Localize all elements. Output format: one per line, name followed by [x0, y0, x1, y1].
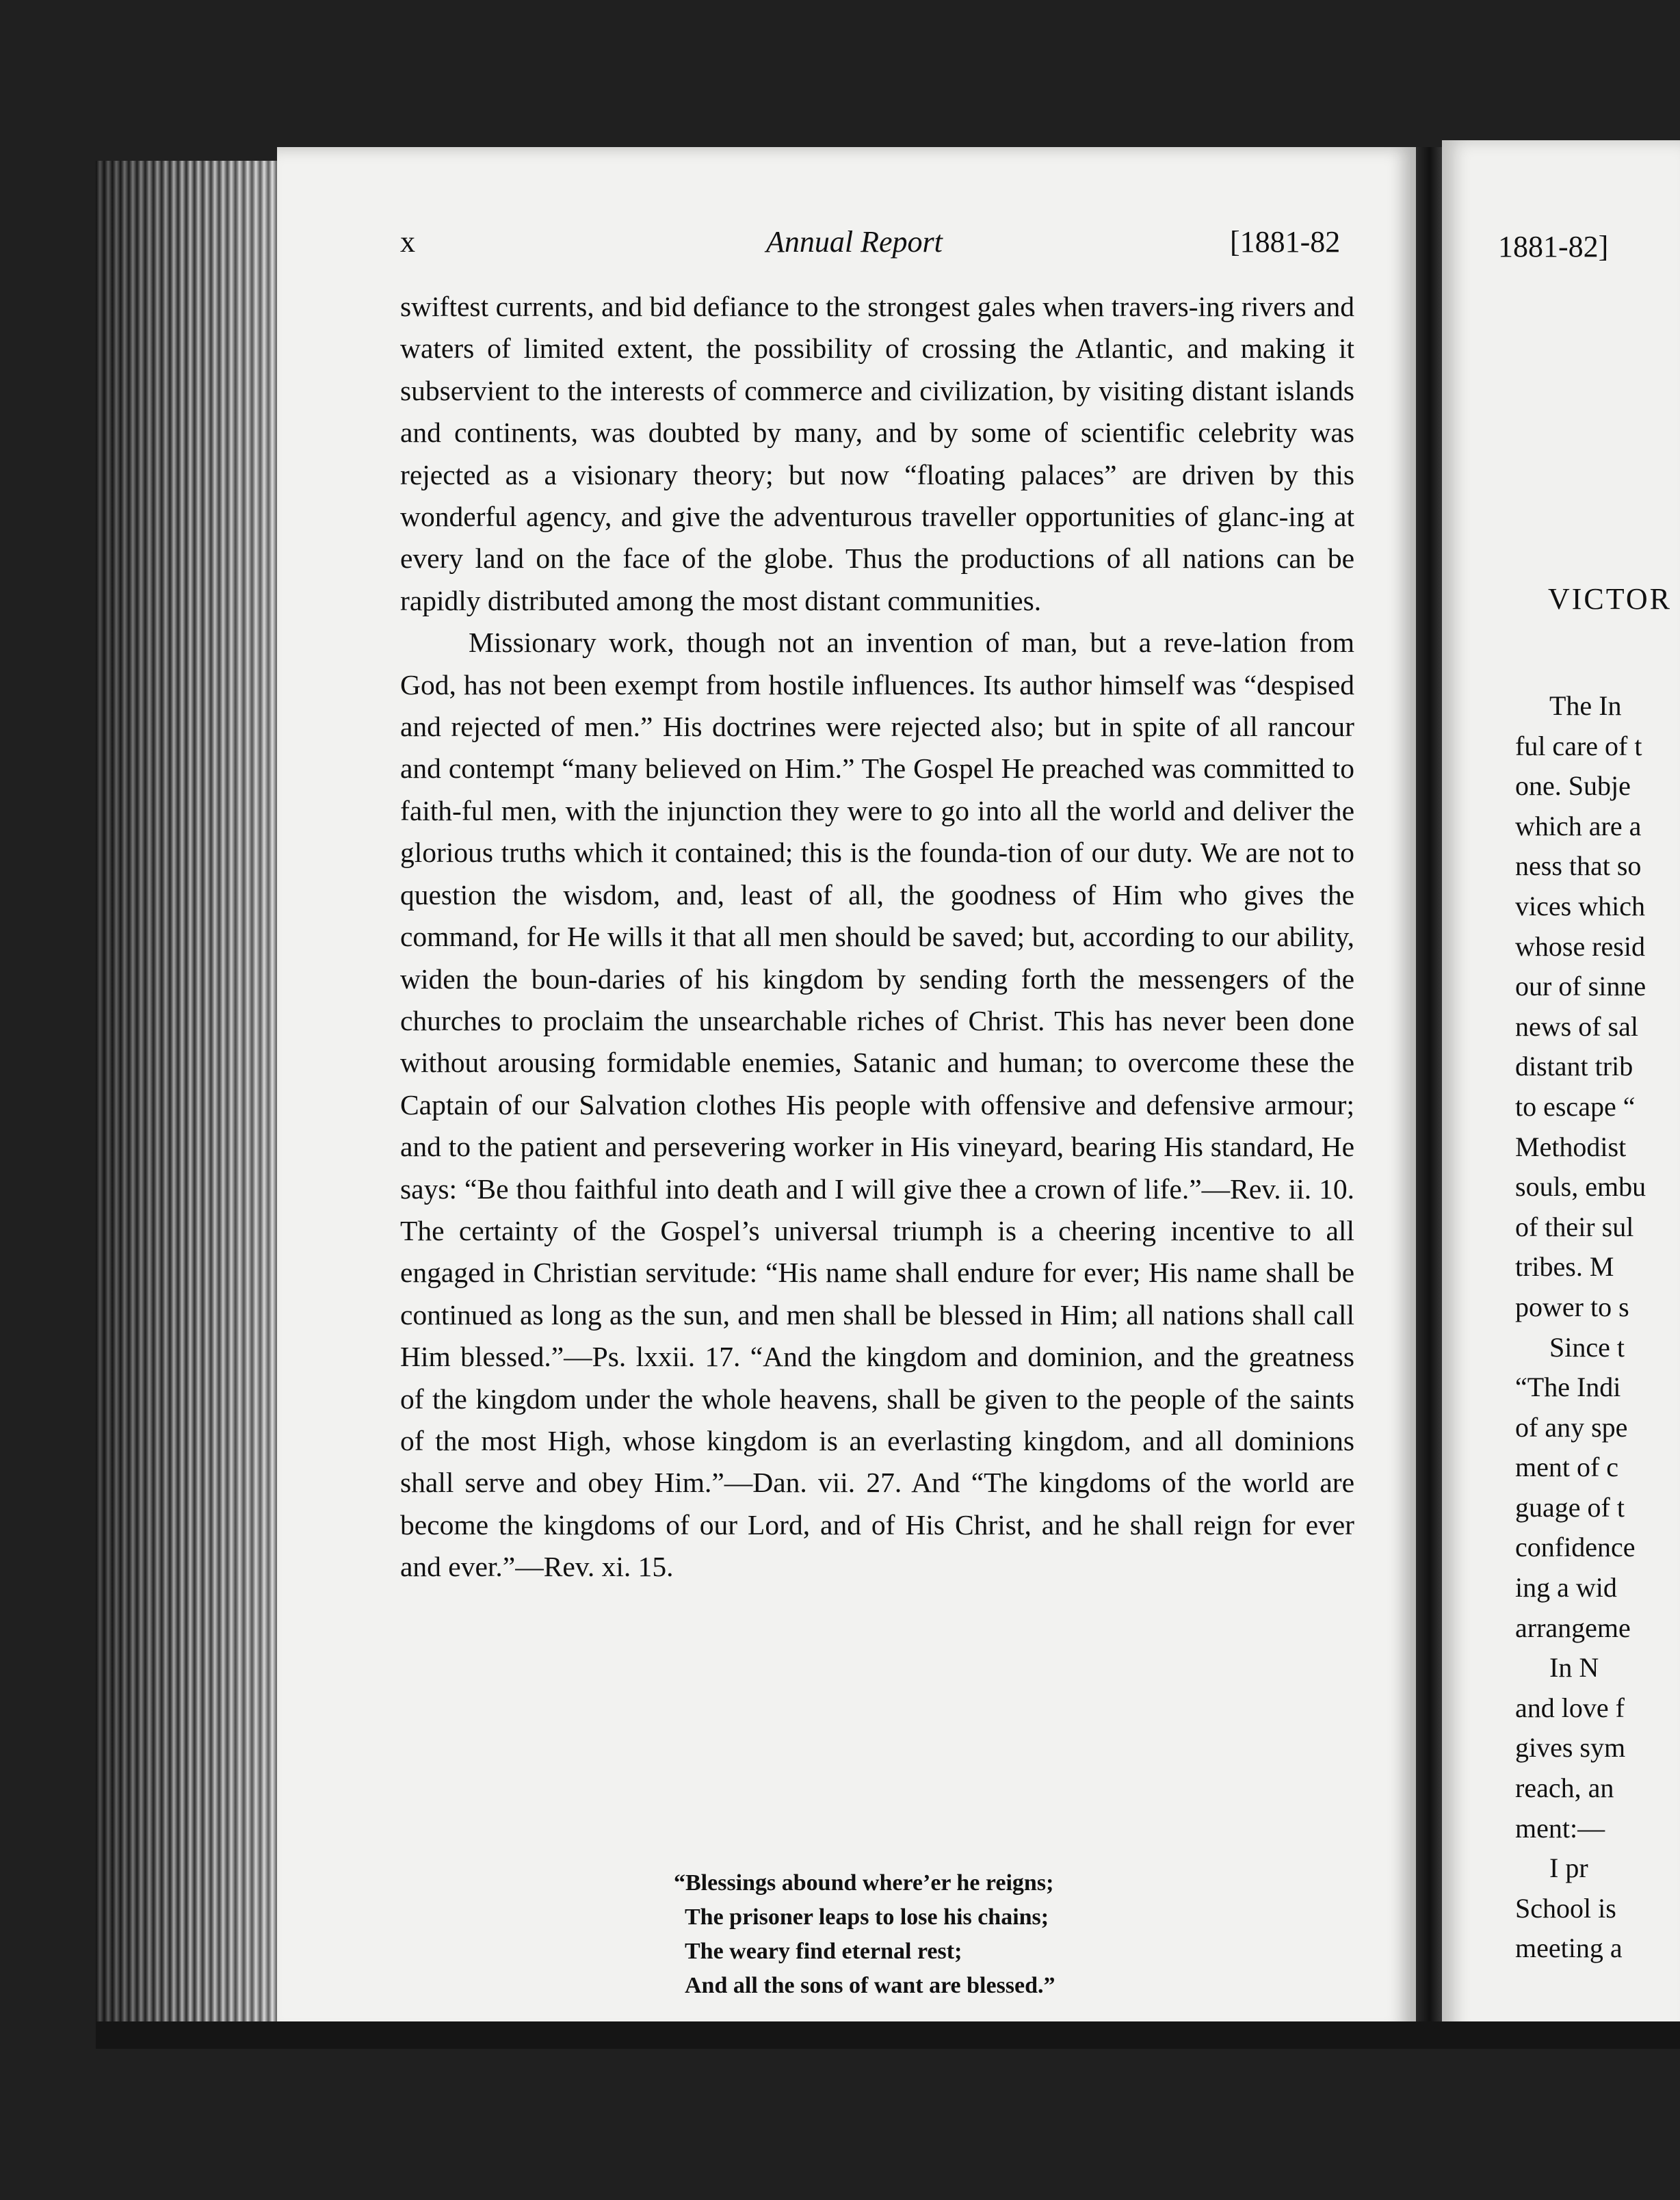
book-edge-shading [96, 161, 280, 2021]
paragraph-1: swiftest currents, and bid defiance to the strongest gales when travers-ing rivers and waters of limited extent, the possibility of crossing the Atlantic, and making it subservient to the interests of commerce and civilization, by visiting distant islands and continents, was doubted by many, and by some of scientific celebrity was rejected as a visionary theory; but now “floating palaces” are driven by this wonderful agency, and give the adventurous traveller opportunities of glanc-ing at every land on the face of the globe. Thus the productions of all nations can be rapidly distributed among the most distant communities. [400, 291, 1354, 616]
right-page-line: power to s [1515, 1291, 1629, 1322]
right-page-line: ful care of t [1515, 730, 1642, 761]
right-page-line: confidence [1515, 1532, 1636, 1563]
right-page-line: of any spe [1515, 1411, 1628, 1443]
right-page-line: meeting a [1515, 1933, 1623, 1964]
right-page-line: news of sal [1515, 1010, 1638, 1042]
right-page-line: “The Indi [1515, 1372, 1621, 1403]
right-page-header-year: 1881-82] [1498, 230, 1609, 263]
body-text [400, 286, 1354, 1588]
bottom-shadow [96, 2021, 1680, 2049]
right-page-line: ness that so [1515, 850, 1642, 882]
right-page-line: guage of t [1515, 1491, 1625, 1523]
right-page-line: souls, embu [1515, 1171, 1646, 1203]
right-page-line: reach, an [1515, 1772, 1614, 1804]
running-year: [1881-82 [1230, 225, 1341, 259]
right-page-text [1515, 686, 1646, 1969]
right-page-line: of their sul [1515, 1211, 1634, 1242]
page-number: x [400, 225, 415, 259]
right-page-line: gives sym [1515, 1732, 1626, 1764]
right-page-line: Since t [1549, 1331, 1625, 1363]
book-gutter [1416, 147, 1443, 2035]
right-page-line: arrangeme [1515, 1612, 1631, 1643]
right-page-line: ment of c [1515, 1452, 1619, 1483]
right-page-line: tribes. M [1515, 1251, 1614, 1283]
poem-line: And all the sons of want are blessed.” [685, 1973, 1055, 1998]
poem-line: “Blessings abound where’er he reigns; [674, 1870, 1054, 1896]
right-page-line: ing a wid [1515, 1572, 1617, 1603]
right-page-heading: VICTOR [1548, 582, 1672, 616]
poem-block [674, 1866, 1055, 2003]
right-page-line: In N [1549, 1652, 1599, 1684]
right-page-line: distant trib [1515, 1051, 1633, 1082]
right-page-line: I pr [1549, 1852, 1588, 1884]
right-page-line: Methodist [1515, 1131, 1627, 1162]
running-title: Annual Report [766, 225, 943, 259]
paragraph-2: Missionary work, though not an invention of man, but a reve-lation from God, has not been exempt from hostile influences. Its author himself was “despised and rejected of men.” His doctrines were rejected also; but in spite of all rancour and contempt “many believed on Him.” The Gospel He preached was committed to faith-ful men, with the injunction they were to go into all the world and deliver the glorious truths which it contained; this is the founda-tion of our duty. We are not to question the wisdom, and, least of all, the goodness of Him who gives the command, for He wills it that all men should be saved; but, according to our ability, widen the boun-daries of his kingdom by sending forth the messengers of the churches to proclaim the unsearchable riches of Christ. This has never been done without arousing formidable enemies, Satanic and human; to overcome these the Captain of our Salvation clothes His people with offensive and defensive armour; and to the patient and persevering worker in His vineyard, bearing His standard, He says: “Be thou faithful into death and I will give thee a crown of life.”—Rev. ii. 10. The certainty of the Gospel’s universal triumph is a cheering incentive to all engaged in Christian servitude: “His name shall endure for ever; His name shall be continued as long as the sun, and men shall be blessed in Him; all nations shall call Him blessed.”—Ps. lxxii. 17. “And the kingdom and dominion, and the greatness of the kingdom under the whole heavens, shall be given to the people of the saints of the most High, whose kingdom is an everlasting kingdom, and all dominions shall serve and obey Him.”—Dan. vii. 27. And “The kingdoms of the world are become the kingdoms of our Lord, and of His Christ, and he shall reign for ever and ever.”—Rev. xi. 15. [400, 627, 1354, 1583]
right-page [1442, 140, 1680, 2039]
right-page-line: The In [1549, 690, 1622, 721]
right-page-line: School is [1515, 1892, 1616, 1924]
poem-line: The prisoner leaps to lose his chains; [685, 1904, 1049, 1930]
right-page-line: our of sinne [1515, 971, 1646, 1002]
right-page-line: ment:— [1515, 1812, 1605, 1844]
right-page-line: to escape “ [1515, 1090, 1636, 1122]
right-page-line: whose resid [1515, 930, 1645, 962]
right-page-line: which are a [1515, 810, 1642, 841]
right-page-line: and love f [1515, 1692, 1625, 1723]
poem-line: The weary find eternal rest; [685, 1939, 962, 1964]
right-page-line: one. Subje [1515, 770, 1631, 802]
right-page-line: vices which [1515, 890, 1645, 921]
